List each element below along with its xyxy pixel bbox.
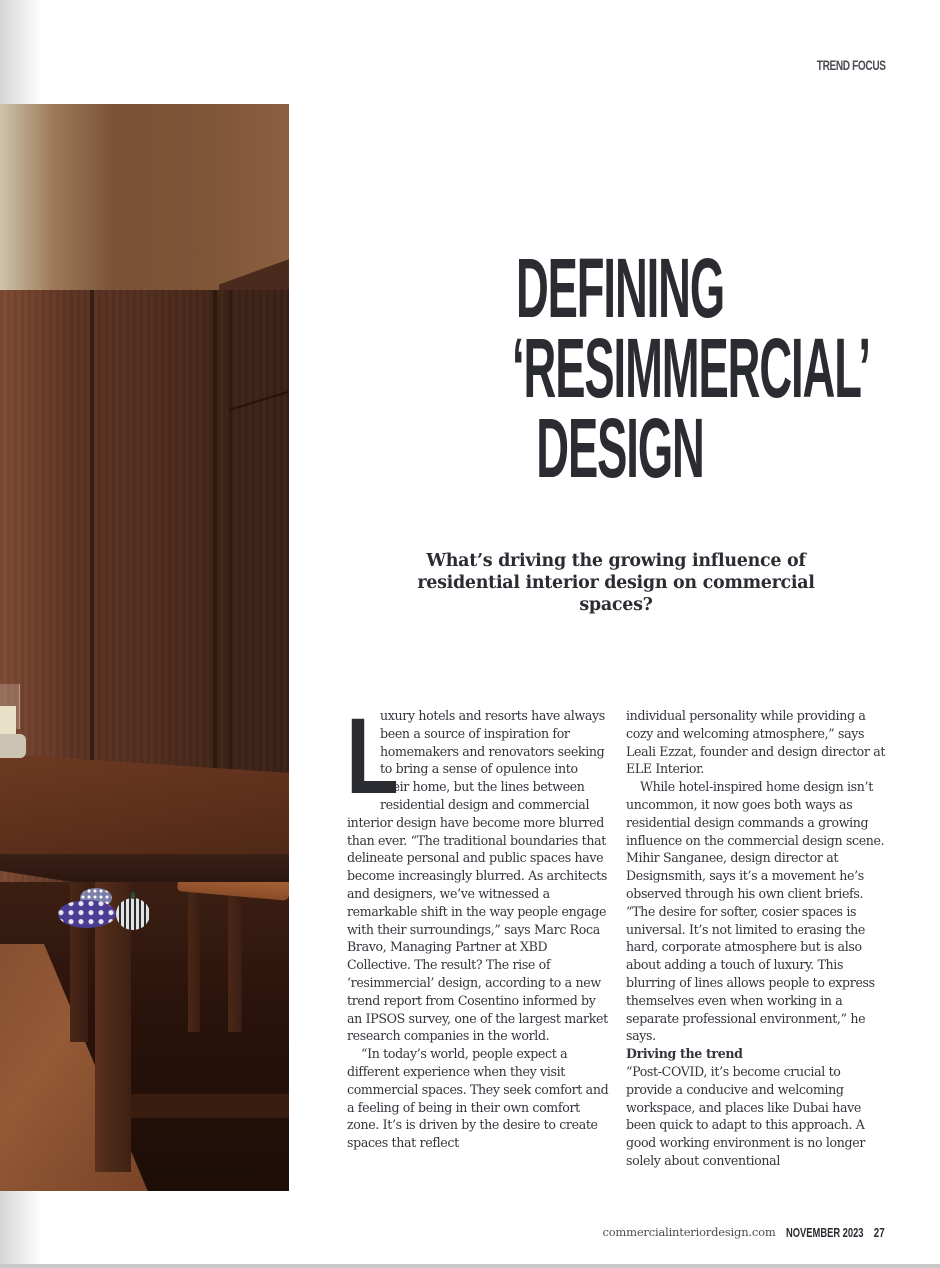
body-paragraph: “Post-COVID, it’s become crucial to provide a conducive and welcoming workspace, and places like Dubai have been quick to adapt to this approach. A good working environment is no longer solely about conventional [626,1063,865,1168]
photo-chair-leg [188,882,200,1032]
body-paragraph: individual personality while providing a cozy and welcoming atmosphere,” says Leali Ezzat, founder and design director at ELE Interior. [626,708,886,777]
title-line: DESIGN [536,401,704,495]
title-line: DEFINING [515,241,725,335]
candle-base [0,734,26,758]
page-bottom-edge [0,1264,940,1268]
photo-table-rail [131,1094,289,1118]
interior-photo [0,104,289,1191]
photo-pumpkin-sculpture [58,900,116,928]
page-footer [602,1222,886,1242]
article-standfirst: What’s driving the growing influence of residential interior design on commercial spaces? [417,551,815,615]
body-column-right [626,707,888,1170]
page-number: 27 [873,1224,885,1240]
body-column-left [346,695,609,1152]
drop-cap: L [346,695,399,816]
photo-chair-leg [228,882,242,1032]
paragraph-text: uxury hotels and resorts have always been a source of inspiration for homemakers and renovators seeking to bring a sense of opulence into their home, but the lines between residential design and commercial interior design have become more blurred than ever. “The traditional boundaries that delineate personal and public spaces have become increasingly blurred. As architects and designers, we’ve witnessed a remarkable shift in the way people engage with their surroundings,” says Marc Roca Bravo, Managing Partner at XBD Collective. The result? The rise of ‘resimmercial’ design, according to a new trend report from Cosentino informed by an IPSOS survey, one of the largest market research companies in the world. [347,708,608,1044]
photo-ceiling [0,104,289,294]
title-line: ‘RESIMMERCIAL’ [512,321,870,415]
photo-candle-holder [0,684,26,764]
footer-website: commercialinteriordesign.com [602,1225,776,1239]
article-title [420,241,870,495]
body-paragraph: “In today’s world, people expect a different experience when they visit commercial spaces. They seek comfort and a feeling of being in their own comfort zone. It’s is driven by the desire to create spaces that reflect [347,1046,609,1151]
section-tag: TREND FOCUS [817,57,886,73]
body-paragraph [346,695,609,1045]
section-subhead: Driving the trend [626,1046,743,1062]
footer-issue-date: NOVEMBER 2023 [785,1224,864,1240]
body-paragraph: While hotel-inspired home design isn’t uncommon, it now goes both ways as residential design commands a growing influence on the commercial design scene. Mihir Sanganee, design director at Designsmith, says it’s a movement he’s observed through his own client briefs. “The desire for softer, cosier spaces is universal. It’s not limited to erasing the hard, corporate atmosphere but is also about adding a touch of luxury. This blurring of lines allows people to express themselves even when working in a separate professional environment,” he says. [626,779,885,1044]
photo-pumpkin-sculpture [116,898,150,930]
